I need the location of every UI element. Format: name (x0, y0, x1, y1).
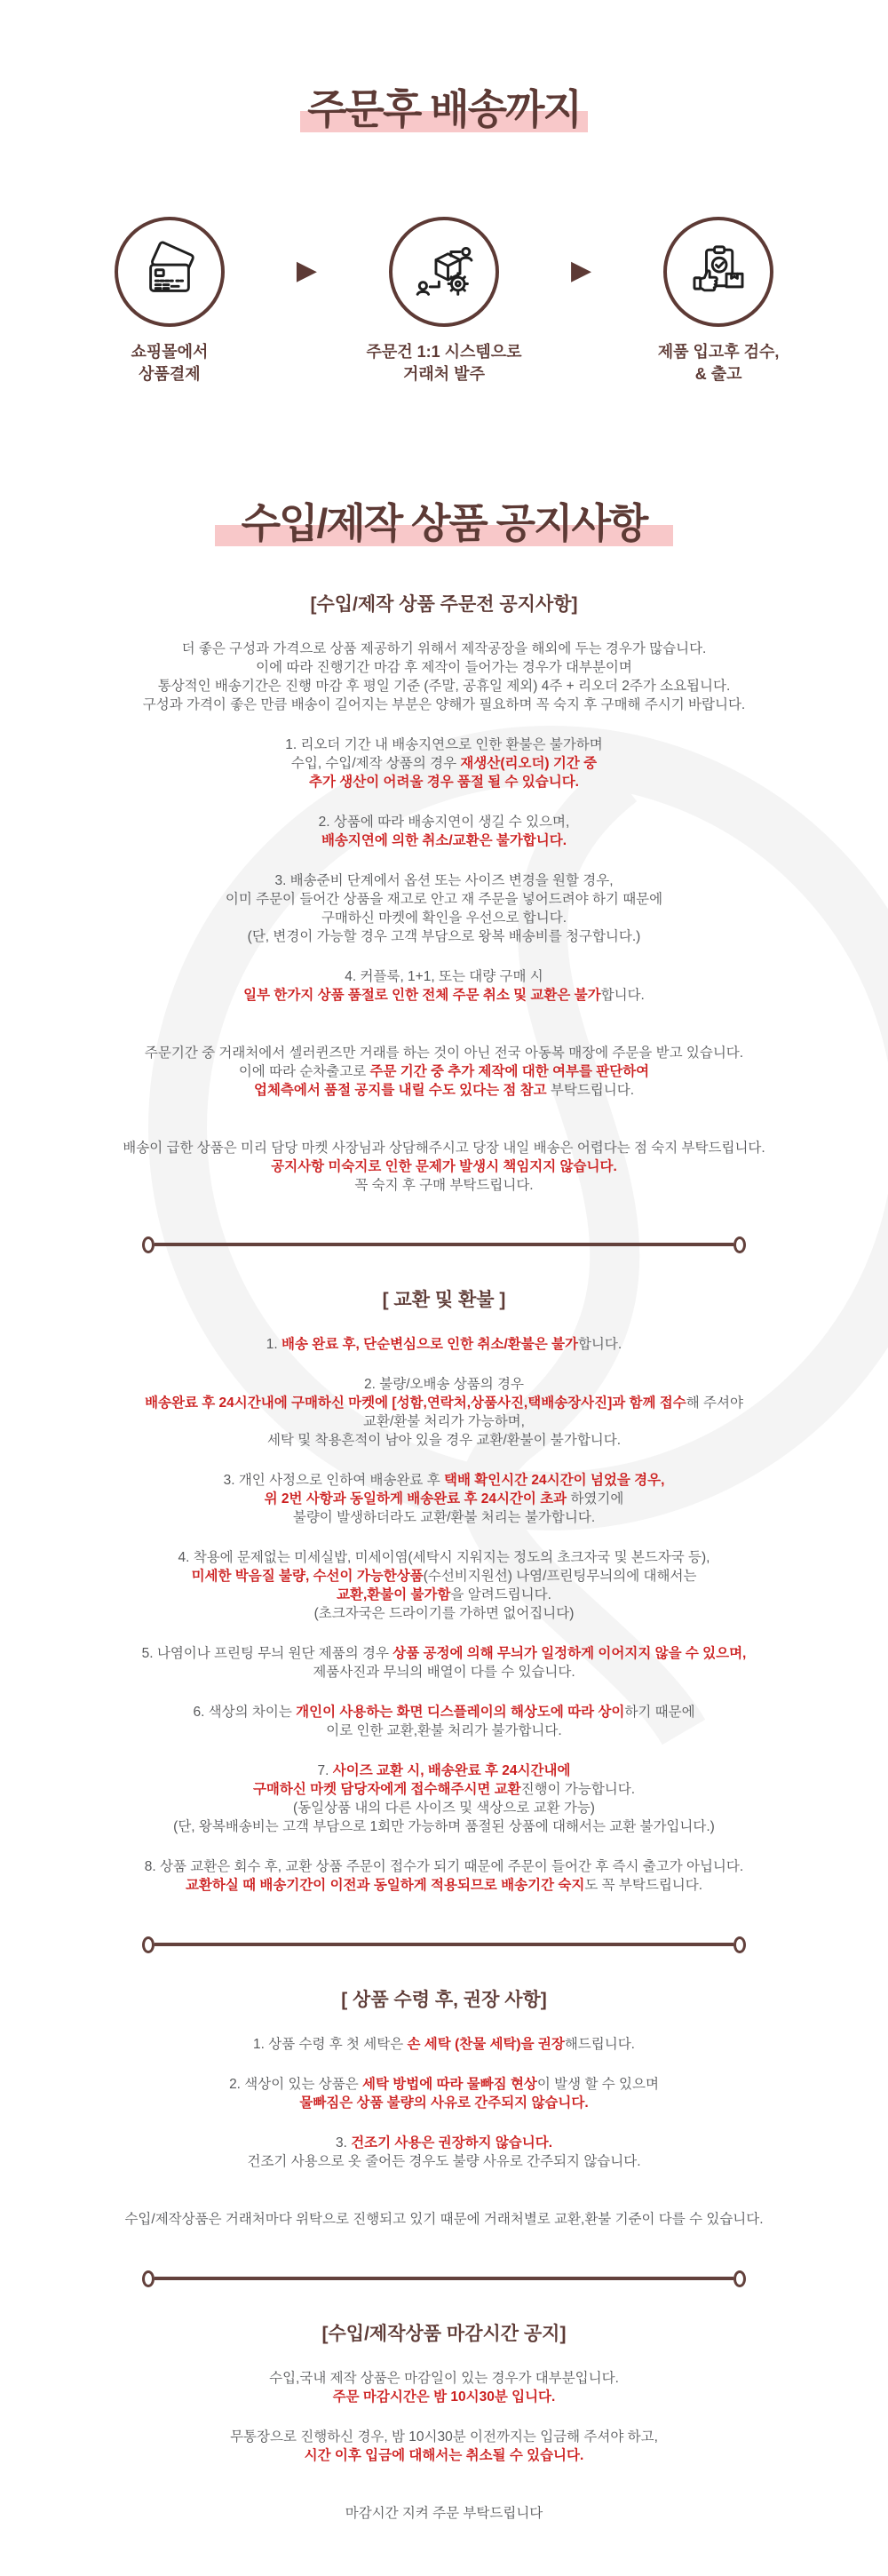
section-title: [수입/제작상품 마감시간 공지] (321, 2324, 567, 2344)
notice-text: 이에 따라 진행기간 마감 후 제작이 들어가는 경우가 대부분이며 (256, 660, 632, 675)
notice-text: 이 발생 할 수 있으며 (536, 2077, 659, 2092)
notice-text-red: 위 2번 사항과 동일하게 배송완료 후 24시간이 초과 (264, 1491, 567, 1507)
notice-text: 1. (266, 1337, 282, 1352)
process-step-caption (131, 341, 208, 386)
notice-text-red: 택배 확인시간 24시간이 넘었을 경우, (443, 1473, 665, 1488)
divider-ring-right (733, 2270, 746, 2287)
notice-paragraph (9, 1335, 879, 1354)
notice-text: 4. 커플룩, 1+1, 또는 대량 구매 시 (345, 969, 543, 984)
section-divider (142, 1937, 746, 1952)
notice-text: 부탁드립니다. (546, 1083, 635, 1098)
notice-text-red: 교환하실 때 배송기간이 이전과 동일하게 적용되므로 배송기간 숙지 (185, 1878, 585, 1893)
notice-paragraph (9, 1761, 879, 1836)
notice-paragraph (9, 871, 879, 946)
notice-paragraph (9, 1139, 879, 1195)
section-divider (142, 1237, 746, 1252)
notice-text: 배송이 급한 상품은 미리 담당 마켓 사장님과 상담해주시고 당장 내일 배송은 어렵다는 점 숙지 부탁드립니다. (123, 1141, 765, 1156)
section-title: [수입/제작 상품 주문전 공지사항] (310, 594, 578, 615)
section-divider (142, 2271, 746, 2286)
notice-text-red: 물빠짐은 상품 불량의 사유로 간주되지 않습니다. (299, 2095, 589, 2111)
divider-line (155, 1943, 733, 1946)
notice-paragraph (9, 1644, 879, 1682)
process-step-order-system (347, 217, 541, 386)
notice-text: (초크자국은 드라이기를 가하면 없어집니다) (313, 1606, 575, 1621)
notice-text-red: 일부 한가지 상품 품절로 인한 전체 주문 취소 및 교환은 불가 (243, 988, 601, 1003)
notice-text: 2. 상품에 따라 배송지연이 생길 수 있으며, (318, 815, 570, 830)
notice-text: 통상적인 배송기간은 진행 마감 후 평일 기준 (주말, 공휴일 제외) 4주 + 리오더 2주가 소요됩니다. (157, 679, 731, 694)
notice-text: 구성과 가격이 좋은 만큼 배송이 길어지는 부분은 양해가 필요하며 꼭 숙지 후 구매해 주시기 바랍니다. (142, 697, 746, 712)
notice-text: 수입,국내 제작 상품은 마감일이 있는 경우가 대부분입니다. (269, 2371, 619, 2386)
arrow-right-icon: ▶ (296, 256, 317, 285)
notice-text: 꼭 숙지 후 구매 부탁드립니다. (354, 1178, 534, 1193)
divider-line (155, 2277, 733, 2280)
notice-text: 주문기간 중 거래처에서 셀러퀸즈만 거래를 하는 것이 아닌 전국 아동복 매장에 주문을 받고 있습니다. (144, 1046, 744, 1061)
notice-paragraph (9, 2210, 879, 2229)
process-step-caption (658, 341, 780, 386)
notice-text-red: 시간 이후 입금에 대해서는 취소될 수 있습니다. (304, 2448, 584, 2463)
notice-paragraph (9, 2075, 879, 2112)
process-step-inspection (622, 217, 815, 386)
notice-paragraph (9, 2428, 879, 2465)
notice-text: 수입, 수입/제작 상품의 경우 (290, 756, 461, 771)
notice-header-highlight: 수입/제작 상품 공지사항 (215, 500, 674, 546)
notice-text: (동일상품 내의 다른 사이즈 및 색상으로 교환 가능) (293, 1801, 595, 1816)
notice-text: 3. 배송준비 단계에서 옵션 또는 사이즈 변경을 원할 경우, (274, 873, 614, 888)
page-title (0, 0, 888, 142)
caption-line-2: 거래처 발주 (403, 365, 485, 383)
notice-text: 건조기 사용으로 옷 줄어든 경우도 불량 사유로 간주되지 않습니다. (247, 2154, 641, 2169)
notice-text: 4. 착용에 문제없는 미세실밥, 미세이염(세탁시 지워지는 정도의 초크자국 및 본드자국 등), (178, 1550, 710, 1565)
notice-text: 7. (317, 1763, 333, 1778)
notice-text: 하였기에 (567, 1491, 624, 1507)
notice-text: 1. 리오더 기간 내 배송지연으로 인한 환불은 불가하며 (285, 737, 603, 752)
notice-paragraph (9, 2035, 879, 2054)
notice-text: 무통장으로 진행하신 경우, 밤 10시30분 이전까지는 입금해 주셔야 하고, (230, 2429, 658, 2445)
process-step-payment (73, 217, 266, 386)
notice-paragraph (9, 640, 879, 714)
notice-text: 해 주셔야 (686, 1395, 743, 1411)
notice-text: 해드립니다. (564, 2037, 635, 2052)
notice-text: 2. 불량/오배송 상품의 경우 (364, 1377, 524, 1392)
notice-section-header (0, 490, 888, 556)
notice-text-red: 교환,환불이 불가함 (337, 1587, 451, 1602)
divider-ring-left (142, 1936, 155, 1953)
notice-paragraph (9, 2134, 879, 2171)
divider-ring-left (142, 2270, 155, 2287)
notice-paragraph (9, 1471, 879, 1527)
notice-text: (단, 변경이 가능할 경우 고객 부담으로 왕복 배송비를 청구합니다.) (247, 929, 641, 944)
page-title-highlight: 주문후 배송까지 (300, 86, 588, 132)
caption-line-2: 상품결제 (139, 365, 201, 383)
notice-paragraph (9, 967, 879, 1005)
notice-text-red: 배송지연에 의한 취소/교환은 불가합니다. (321, 833, 567, 848)
arrow-right-icon: ▶ (571, 256, 592, 285)
notice-text-red: 배송완료 후 24시간내에 구매하신 마켓에 [성함,연락처,상품사진,택배송장사진]과 함께 접수 (145, 1395, 686, 1411)
notice-paragraph (9, 735, 879, 791)
notice-text-red: 주문 기간 중 추가 제작에 대한 여부를 판단하여 (369, 1064, 650, 1079)
notice-paragraph (9, 1857, 879, 1895)
notice-text: 하기 때문에 (624, 1705, 695, 1720)
notice-text: 합니다. (577, 1337, 622, 1352)
caption-line-2: & 출고 (694, 365, 742, 383)
caption-line-1: 주문건 1:1 시스템으로 (366, 343, 522, 361)
notice-paragraph (9, 1703, 879, 1740)
notice-text: 2. 색상이 있는 상품은 (229, 2077, 362, 2092)
notice-text: 3. (335, 2135, 352, 2151)
notice-text: 도 꼭 부탁드립니다. (584, 1878, 703, 1893)
notice-text: 더 좋은 구성과 가격으로 상품 제공하기 위해서 제작공장을 해외에 두는 경우가 많습니다. (181, 641, 707, 656)
notice-text: 구매하신 마켓에 확인을 우선으로 합니다. (321, 910, 567, 926)
notice-text: 교환/환불 처리가 가능하며, (363, 1414, 525, 1429)
notice-text-red: 건조기 사용은 권장하지 않습니다. (351, 2135, 553, 2151)
notice-text-red: 주문 마감시간은 밤 10시30분 입니다. (332, 2389, 556, 2405)
divider-ring-right (733, 1936, 746, 1953)
notice-paragraph (9, 2369, 879, 2406)
caption-line-1: 쇼핑몰에서 (131, 343, 209, 361)
notice-text: 진행이 가능합니다. (520, 1782, 636, 1797)
notice-text: 3. 개인 사정으로 인하여 배송완료 후 (223, 1473, 444, 1488)
notice-text: 1. 상품 수령 후 첫 세탁은 (253, 2037, 408, 2052)
notice-text-red: 상품 공정에 의해 무늬가 일정하게 이어지지 않을 수 있으며, (392, 1646, 747, 1661)
notice-text-red: 손 세탁 (찬물 세탁)을 권장 (407, 2037, 565, 2052)
section-title: [ 교환 및 환불 ] (382, 1290, 506, 1310)
notice-text: 수입/제작상품은 거래처마다 위탁으로 진행되고 있기 때문에 거래처별로 교환,환불 기준이 다를 수 있습니다. (124, 2212, 764, 2227)
notice-paragraph (9, 1375, 879, 1450)
notice-text: 마감시간 지켜 주문 부탁드립니다 (345, 2506, 543, 2521)
caption-line-1: 제품 입고후 검수, (657, 343, 780, 361)
notice-text: 을 알려드립니다. (450, 1587, 551, 1602)
notice-text: 8. 상품 교환은 회수 후, 교환 상품 주문이 접수가 되기 때문에 주문이 들어간 후 즉시 출고가 아닙니다. (144, 1859, 744, 1874)
order-system-icon (389, 217, 499, 327)
process-step-caption (366, 341, 521, 386)
notice-text-red: 사이즈 교환 시, 배송완료 후 24시간내에 (332, 1763, 571, 1778)
notice-paragraph (9, 1044, 879, 1100)
notice-text: 제품사진과 무늬의 배열이 다를 수 있습니다. (313, 1665, 575, 1680)
section-title: [ 상품 수령 후, 권장 사항] (341, 1990, 547, 2010)
notice-text-red: 세탁 방법에 따라 물빠짐 현상 (362, 2077, 537, 2092)
notice-paragraph (9, 1548, 879, 1623)
notice-text: 세탁 및 착용흔적이 남아 있을 경우 교환/환불이 불가합니다. (266, 1433, 622, 1448)
notice-text-red: 미세한 박음질 불량, 수선이 가능한상품 (191, 1569, 424, 1584)
notice-paragraph (9, 813, 879, 850)
notice-text: (수선비지원선) 나염/프린팅무늬의에 대해서는 (423, 1569, 697, 1584)
notice-text-red: 배송 완료 후, 단순변심으로 인한 취소/환불은 불가 (281, 1337, 578, 1352)
notice-blocks (9, 592, 879, 2523)
notice-text: 합니다. (600, 988, 645, 1003)
notice-text-red: 공지사항 미숙지로 인한 문제가 발생시 책임지지 않습니다. (271, 1159, 617, 1174)
notice-text: 5. 나염이나 프린팅 무늬 원단 제품의 경우 (141, 1646, 393, 1661)
notice-text-red: 추가 생산이 어려울 경우 품절 될 수 있습니다. (309, 775, 579, 790)
divider-line (155, 1243, 733, 1246)
notice-text: 이미 주문이 들어간 상품을 재고로 안고 재 주문을 넣어드려야 하기 때문에 (225, 892, 663, 907)
order-process-steps (0, 217, 888, 386)
notice-text-red: 개인이 사용하는 화면 디스플레이의 해상도에 따라 상이 (296, 1705, 625, 1720)
receive-inspect-icon (663, 217, 773, 327)
notice-text: 불량이 발생하더라도 교환/환불 처리는 불가합니다. (292, 1510, 596, 1525)
payment-cards-icon (115, 217, 225, 327)
notice-text-red: 구매하신 마켓 담당자에게 접수해주시면 교환 (252, 1782, 521, 1797)
notice-text: 이에 따라 순차출고로 (238, 1064, 370, 1079)
notice-text: 이로 인한 교환,환불 처리가 불가합니다. (326, 1723, 562, 1738)
notice-paragraph (9, 2504, 879, 2523)
divider-ring-left (142, 1236, 155, 1253)
notice-text-red: 업체측에서 품절 공지를 내릴 수도 있다는 점 참고 (253, 1083, 547, 1098)
divider-ring-right (733, 1236, 746, 1253)
notice-text: (단, 왕복배송비는 고객 부담으로 1회만 가능하며 품절된 상품에 대해서는 교환 불가입니다.) (173, 1819, 715, 1834)
notice-text: 6. 색상의 차이는 (193, 1705, 297, 1720)
notice-text-red: 재생산(리오더) 기간 중 (460, 756, 598, 771)
